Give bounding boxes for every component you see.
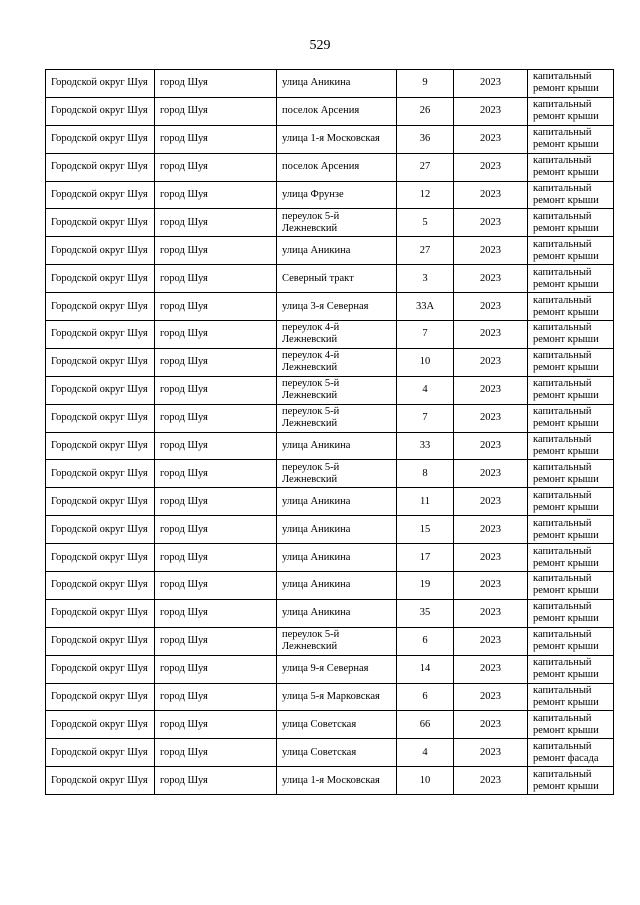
table-row [46,97,614,125]
table-row [46,655,614,683]
city-cell: город Шуя [155,627,277,655]
house-number-cell: 10 [397,767,454,795]
house-number-cell: 6 [397,627,454,655]
district-cell: Городской округ Шуя [46,627,155,655]
year-cell: 2023 [454,265,528,293]
work-type-cell: капитальный ремонт крыши [528,488,614,516]
year-cell: 2023 [454,376,528,404]
street-cell: улица Аникина [277,572,397,600]
table-row [46,348,614,376]
street-cell: переулок 5-й Лежневский [277,376,397,404]
city-cell: город Шуя [155,432,277,460]
work-type-cell: капитальный ремонт крыши [528,97,614,125]
work-type-cell: капитальный ремонт крыши [528,70,614,98]
street-cell: улица Аникина [277,488,397,516]
house-number-cell: 27 [397,237,454,265]
table-row [46,181,614,209]
city-cell: город Шуя [155,348,277,376]
table-row [46,265,614,293]
table-row [46,460,614,488]
district-cell: Городской округ Шуя [46,237,155,265]
work-type-cell: капитальный ремонт крыши [528,376,614,404]
city-cell: город Шуя [155,655,277,683]
district-cell: Городской округ Шуя [46,293,155,321]
work-type-cell: капитальный ремонт крыши [528,125,614,153]
work-type-cell: капитальный ремонт фасада [528,739,614,767]
year-cell: 2023 [454,683,528,711]
work-type-cell: капитальный ремонт крыши [528,181,614,209]
table-body [46,70,614,795]
house-number-cell: 19 [397,572,454,600]
street-cell: улица Советская [277,711,397,739]
city-cell: город Шуя [155,376,277,404]
district-cell: Городской округ Шуя [46,321,155,349]
work-type-cell: капитальный ремонт крыши [528,516,614,544]
year-cell: 2023 [454,655,528,683]
year-cell: 2023 [454,348,528,376]
street-cell: улица Аникина [277,70,397,98]
table-row [46,599,614,627]
house-number-cell: 3 [397,265,454,293]
house-number-cell: 66 [397,711,454,739]
year-cell: 2023 [454,181,528,209]
work-type-cell: капитальный ремонт крыши [528,404,614,432]
table-row [46,739,614,767]
district-cell: Городской округ Шуя [46,460,155,488]
city-cell: город Шуя [155,70,277,98]
year-cell: 2023 [454,599,528,627]
year-cell: 2023 [454,404,528,432]
year-cell: 2023 [454,711,528,739]
district-cell: Городской округ Шуя [46,739,155,767]
year-cell: 2023 [454,432,528,460]
work-type-cell: капитальный ремонт крыши [528,265,614,293]
table-row [46,376,614,404]
year-cell: 2023 [454,293,528,321]
street-cell: поселок Арсения [277,97,397,125]
year-cell: 2023 [454,97,528,125]
work-type-cell: капитальный ремонт крыши [528,321,614,349]
district-cell: Городской округ Шуя [46,488,155,516]
year-cell: 2023 [454,739,528,767]
table-row [46,321,614,349]
house-number-cell: 7 [397,404,454,432]
house-number-cell: 5 [397,209,454,237]
district-cell: Городской округ Шуя [46,404,155,432]
street-cell: переулок 5-й Лежневский [277,627,397,655]
city-cell: город Шуя [155,488,277,516]
work-type-cell: капитальный ремонт крыши [528,711,614,739]
table-row [46,125,614,153]
table-row [46,488,614,516]
year-cell: 2023 [454,767,528,795]
house-number-cell: 27 [397,153,454,181]
city-cell: город Шуя [155,572,277,600]
house-number-cell: 10 [397,348,454,376]
table-row [46,683,614,711]
house-number-cell: 12 [397,181,454,209]
house-number-cell: 17 [397,544,454,572]
work-type-cell: капитальный ремонт крыши [528,237,614,265]
street-cell: переулок 5-й Лежневский [277,460,397,488]
street-cell: улица Аникина [277,516,397,544]
district-cell: Городской округ Шуя [46,432,155,460]
street-cell: улица 3-я Северная [277,293,397,321]
city-cell: город Шуя [155,460,277,488]
district-cell: Городской округ Шуя [46,209,155,237]
table-row [46,544,614,572]
work-type-cell: капитальный ремонт крыши [528,655,614,683]
street-cell: улица 1-я Московская [277,125,397,153]
district-cell: Городской округ Шуя [46,516,155,544]
street-cell: улица 9-я Северная [277,655,397,683]
street-cell: улица 1-я Московская [277,767,397,795]
street-cell: улица Аникина [277,544,397,572]
table-row [46,767,614,795]
house-number-cell: 33А [397,293,454,321]
year-cell: 2023 [454,321,528,349]
table-row [46,404,614,432]
year-cell: 2023 [454,209,528,237]
street-cell: переулок 5-й Лежневский [277,209,397,237]
street-cell: переулок 4-й Лежневский [277,321,397,349]
house-number-cell: 33 [397,432,454,460]
street-cell: улица Фрунзе [277,181,397,209]
city-cell: город Шуя [155,153,277,181]
work-type-cell: капитальный ремонт крыши [528,460,614,488]
year-cell: 2023 [454,153,528,181]
house-number-cell: 6 [397,683,454,711]
street-cell: улица Аникина [277,432,397,460]
house-number-cell: 8 [397,460,454,488]
table-row [46,209,614,237]
work-type-cell: капитальный ремонт крыши [528,432,614,460]
city-cell: город Шуя [155,97,277,125]
district-cell: Городской округ Шуя [46,97,155,125]
work-type-cell: капитальный ремонт крыши [528,627,614,655]
city-cell: город Шуя [155,321,277,349]
house-number-cell: 7 [397,321,454,349]
district-cell: Городской округ Шуя [46,711,155,739]
table-row [46,70,614,98]
year-cell: 2023 [454,237,528,265]
district-cell: Городской округ Шуя [46,683,155,711]
house-number-cell: 14 [397,655,454,683]
work-type-cell: капитальный ремонт крыши [528,683,614,711]
district-cell: Городской округ Шуя [46,70,155,98]
city-cell: город Шуя [155,404,277,432]
district-cell: Городской округ Шуя [46,544,155,572]
city-cell: город Шуя [155,265,277,293]
table-row [46,627,614,655]
city-cell: город Шуя [155,209,277,237]
work-type-cell: капитальный ремонт крыши [528,572,614,600]
district-cell: Городской округ Шуя [46,655,155,683]
street-cell: улица Советская [277,739,397,767]
street-cell: улица 5-я Марковская [277,683,397,711]
district-cell: Городской округ Шуя [46,348,155,376]
street-cell: улица Аникина [277,599,397,627]
work-type-cell: капитальный ремонт крыши [528,293,614,321]
street-cell: Северный тракт [277,265,397,293]
city-cell: город Шуя [155,599,277,627]
table-row [46,572,614,600]
house-number-cell: 4 [397,739,454,767]
city-cell: город Шуя [155,739,277,767]
street-cell: переулок 4-й Лежневский [277,348,397,376]
work-type-cell: капитальный ремонт крыши [528,544,614,572]
year-cell: 2023 [454,627,528,655]
house-number-cell: 4 [397,376,454,404]
city-cell: город Шуя [155,767,277,795]
district-cell: Городской округ Шуя [46,265,155,293]
year-cell: 2023 [454,544,528,572]
district-cell: Городской округ Шуя [46,572,155,600]
year-cell: 2023 [454,572,528,600]
street-cell: переулок 5-й Лежневский [277,404,397,432]
city-cell: город Шуя [155,544,277,572]
house-number-cell: 11 [397,488,454,516]
house-number-cell: 26 [397,97,454,125]
work-type-cell: капитальный ремонт крыши [528,599,614,627]
street-cell: поселок Арсения [277,153,397,181]
page-number: 529 [309,38,331,53]
district-cell: Городской округ Шуя [46,153,155,181]
table-row [46,711,614,739]
city-cell: город Шуя [155,683,277,711]
house-number-cell: 15 [397,516,454,544]
district-cell: Городской округ Шуя [46,599,155,627]
city-cell: город Шуя [155,181,277,209]
year-cell: 2023 [454,460,528,488]
city-cell: город Шуя [155,293,277,321]
year-cell: 2023 [454,125,528,153]
city-cell: город Шуя [155,125,277,153]
city-cell: город Шуя [155,516,277,544]
house-number-cell: 36 [397,125,454,153]
district-cell: Городской округ Шуя [46,767,155,795]
year-cell: 2023 [454,516,528,544]
work-type-cell: капитальный ремонт крыши [528,153,614,181]
city-cell: город Шуя [155,237,277,265]
city-cell: город Шуя [155,711,277,739]
work-type-cell: капитальный ремонт крыши [528,348,614,376]
table-row [46,293,614,321]
repair-schedule-table [45,69,614,795]
street-cell: улица Аникина [277,237,397,265]
district-cell: Городской округ Шуя [46,125,155,153]
year-cell: 2023 [454,488,528,516]
district-cell: Городской округ Шуя [46,181,155,209]
district-cell: Городской округ Шуя [46,376,155,404]
year-cell: 2023 [454,70,528,98]
work-type-cell: капитальный ремонт крыши [528,767,614,795]
table-row [46,153,614,181]
table-row [46,516,614,544]
table-row [46,237,614,265]
table-row [46,432,614,460]
house-number-cell: 9 [397,70,454,98]
house-number-cell: 35 [397,599,454,627]
work-type-cell: капитальный ремонт крыши [528,209,614,237]
